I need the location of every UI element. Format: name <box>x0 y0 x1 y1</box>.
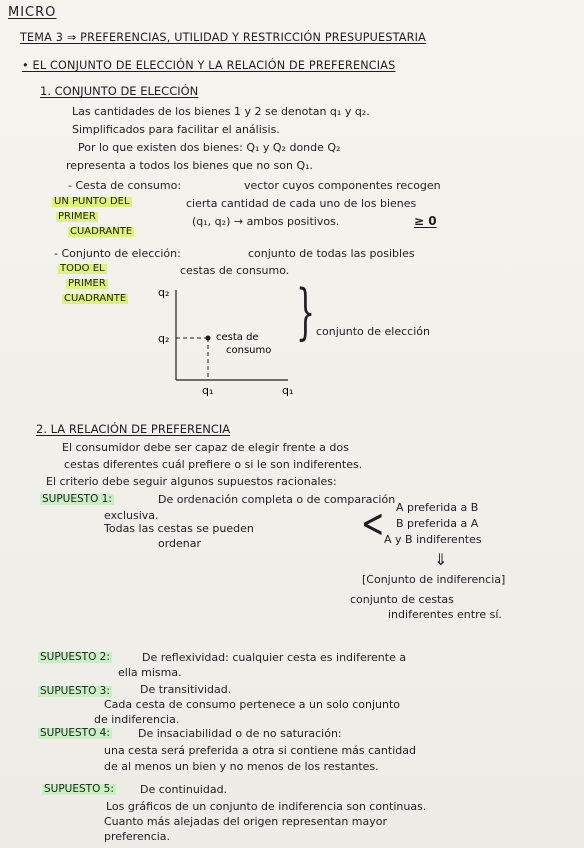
side-note-1-line-1: UN PUNTO DEL <box>54 196 130 207</box>
x-axis-label: q₁ <box>282 384 294 397</box>
conjunto-label: - Conjunto de elección: <box>54 247 181 260</box>
sup5-text-2: Los gráficos de un conjunto de indiferencia son continuas. <box>106 800 427 813</box>
side-note-1-line-2: PRIMER <box>58 211 96 222</box>
sup1-option-3: A y B indiferentes <box>384 533 482 546</box>
side-note-2-line-1: TODO EL <box>60 263 105 274</box>
choice-set-graph <box>0 0 584 420</box>
sup1-text-4: ordenar <box>158 537 202 550</box>
s2-line-1: El consumidor debe ser capaz de elegir frente a dos <box>62 441 349 454</box>
supuesto-2-tag: SUPUESTO 2: <box>40 651 110 663</box>
side-note-2-line-2: PRIMER <box>68 278 106 289</box>
point-label-line-2: consumo <box>226 345 272 356</box>
side-note-1-line-3: CUADRANTE <box>70 226 133 237</box>
sup1-result-sub-1: conjunto de cestas <box>350 593 454 606</box>
cesta-text-3: (q₁, q₂) → ambos positivos. <box>192 215 340 228</box>
sup2-text-1: De reflexividad: cualquier cesta es indiferente a <box>142 651 407 664</box>
y-axis-label: q₂ <box>158 286 170 299</box>
cesta-inequality: ≥ 0 <box>414 214 437 228</box>
supuesto-3-tag: SUPUESTO 3: <box>40 685 110 697</box>
x-tick-label: q₁ <box>202 384 214 397</box>
sup1-result: [Conjunto de indiferencia] <box>362 573 506 586</box>
s2-line-2: cestas diferentes cuál prefiere o si le son indiferentes. <box>64 458 363 471</box>
sup5-text-1: De continuidad. <box>140 783 228 796</box>
cesta-text-2: cierta cantidad de cada uno de los bienes <box>186 197 417 210</box>
s1-line-3: Por lo que existen dos bienes: Q₁ y Q₂ donde Q₂ <box>78 141 341 154</box>
sup2-text-2: ella misma. <box>118 666 182 679</box>
sup3-text-3: de indiferencia. <box>94 713 180 726</box>
sup3-text-2: Cada cesta de consumo pertenece a un solo conjunto <box>104 698 400 711</box>
conjunto-text-1: conjunto de todas las posibles <box>248 247 415 260</box>
point-label-line-1: cesta de <box>216 332 259 343</box>
sup3-text-1: De transitividad. <box>140 683 232 696</box>
supuesto-5-tag: SUPUESTO 5: <box>44 783 114 795</box>
sup5-text-3: Cuanto más alejadas del origen representan mayor <box>104 815 388 828</box>
section-1-heading: 1. CONJUNTO DE ELECCIÓN <box>40 84 199 98</box>
supuesto-4-tag: SUPUESTO 4: <box>40 727 110 739</box>
section-title: • EL CONJUNTO DE ELECCIÓN Y LA RELACIÓN DE PREFERENCIAS <box>22 59 396 72</box>
s2-line-3: El criterio debe seguir algunos supuestos racionales: <box>46 475 337 488</box>
subject-title: MICRO <box>8 5 57 20</box>
brace-label: conjunto de elección <box>316 325 430 338</box>
s1-line-4: representa a todos los bienes que no son Q₁. <box>66 159 314 172</box>
topic-title: TEMA 3 ⇒ PREFERENCIAS, UTILIDAD Y RESTRICCIÓN PRESUPUESTARIA <box>20 31 426 44</box>
sup1-text-2: exclusiva. <box>104 509 159 522</box>
sup1-text-3: Todas las cestas se pueden <box>104 522 254 535</box>
side-note-2-line-3: CUADRANTE <box>64 293 127 304</box>
supuesto-1-tag: SUPUESTO 1: <box>42 493 112 505</box>
consumption-bundle-point <box>206 336 211 341</box>
sup1-text-1: De ordenación completa o de comparación <box>158 493 396 506</box>
graph-brace: } <box>296 277 316 347</box>
cesta-text-1: vector cuyos componentes recogen <box>244 179 441 192</box>
y-tick-label: q₂ <box>158 332 170 345</box>
down-arrow-icon: ⇓ <box>434 550 448 569</box>
s1-line-2: Simplificados para facilitar el análisis. <box>72 123 280 136</box>
section-2-heading: 2. LA RELACIÓN DE PREFERENCIA <box>36 422 231 436</box>
sup1-option-2: B preferida a A <box>396 517 479 530</box>
sup5-text-4: preferencia. <box>104 830 171 843</box>
sup1-option-1: A preferida a B <box>396 501 479 514</box>
sup4-text-2: una cesta será preferida a otra si contiene más cantidad <box>104 744 416 757</box>
sup4-text-3: de al menos un bien y no menos de los restantes. <box>104 760 379 773</box>
sup1-arrow-bracket: < <box>361 501 385 547</box>
s1-line-1: Las cantidades de los bienes 1 y 2 se denotan q₁ y q₂. <box>72 105 370 118</box>
conjunto-text-2: cestas de consumo. <box>180 264 290 277</box>
cesta-label: - Cesta de consumo: <box>68 179 182 192</box>
sup4-text-1: De insaciabilidad o de no saturación: <box>138 727 342 740</box>
sup1-result-sub-2: indiferentes entre sí. <box>388 608 502 621</box>
